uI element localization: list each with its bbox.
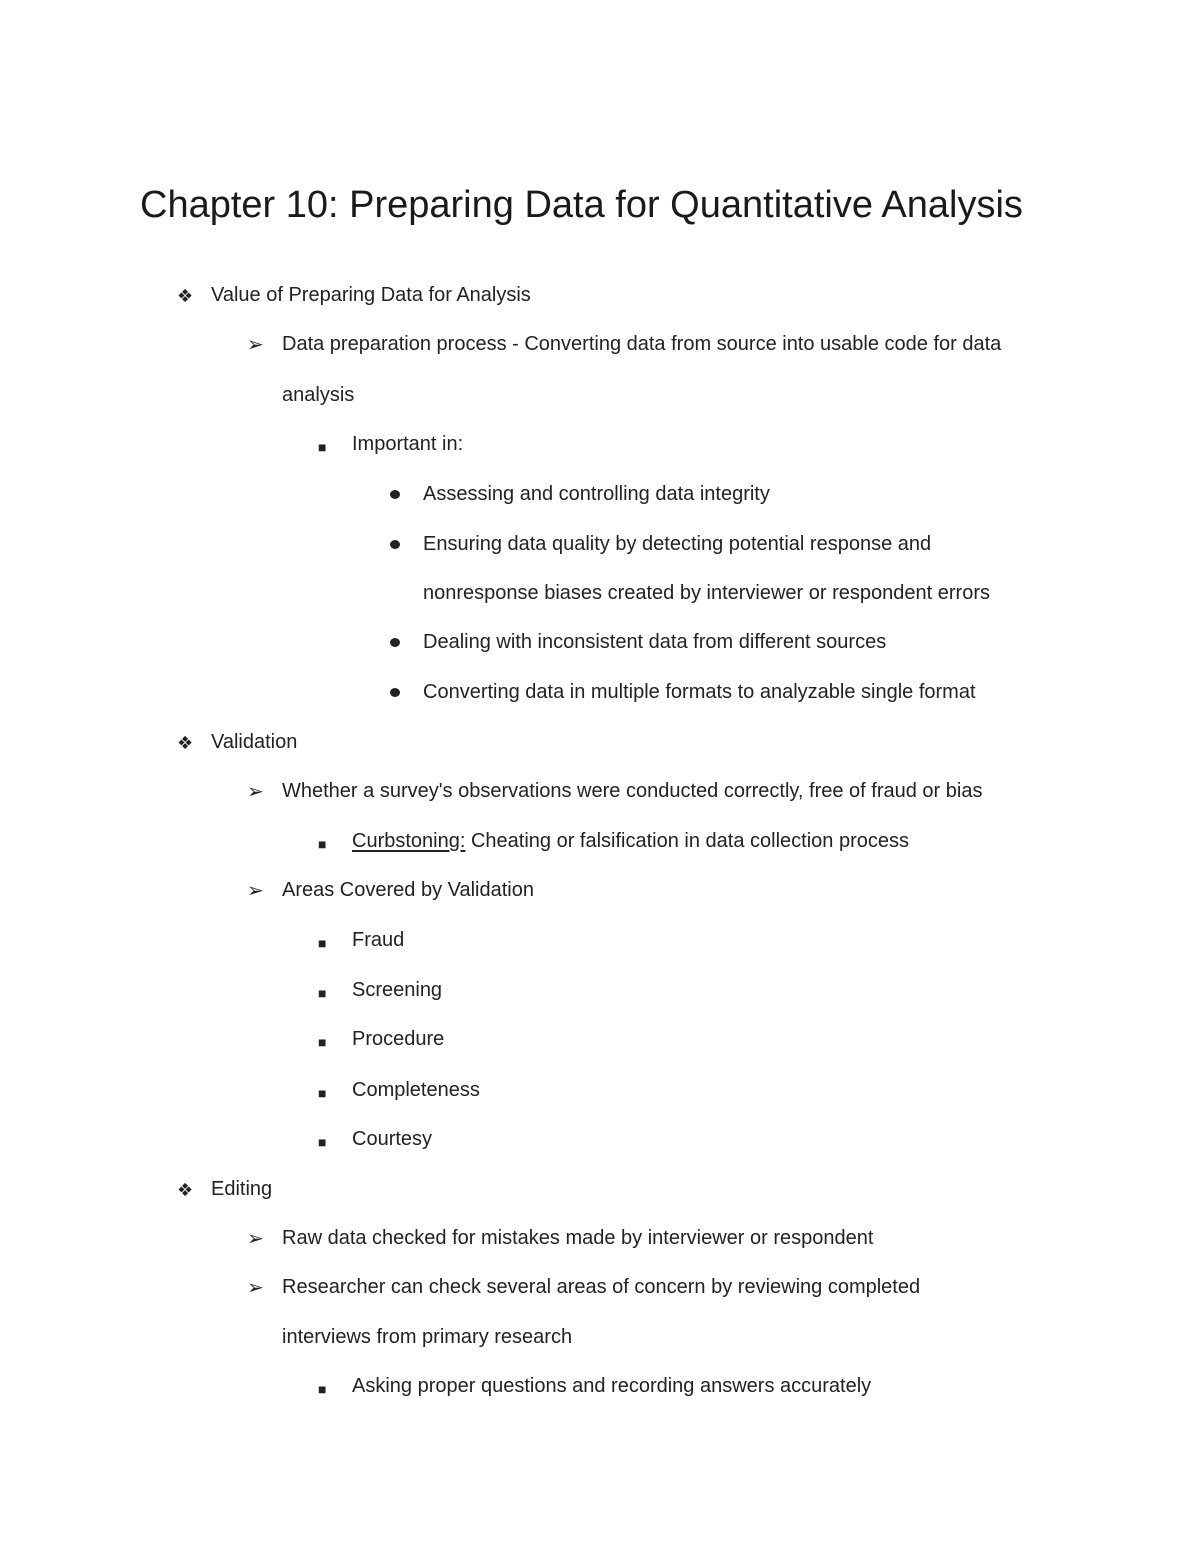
curbstoning-definition: Cheating or falsification in data collection process — [465, 830, 909, 852]
list-item: Data preparation process - Converting data from source into usable code for data — [282, 333, 1002, 355]
list-item: Areas Covered by Validation — [282, 879, 534, 901]
square-bullet-icon: ■ — [318, 1134, 327, 1150]
list-item-continuation: nonresponse biases created by interviewer or respondent errors — [423, 582, 990, 604]
list-item: Assessing and controlling data integrity — [423, 483, 770, 505]
curbstoning-term: Curbstoning: — [352, 830, 466, 852]
square-bullet-icon: ■ — [318, 1381, 327, 1397]
square-bullet-icon: ■ — [318, 985, 327, 1001]
dot-bullet-icon — [390, 482, 400, 492]
square-bullet-icon: ■ — [318, 935, 327, 951]
section-heading-editing: Editing — [211, 1178, 273, 1200]
list-item: Completeness — [352, 1079, 480, 1101]
diamond-bullet-icon: ❖ — [177, 733, 194, 753]
list-item: Converting data in multiple formats to analyzable single format — [423, 681, 976, 703]
square-bullet-icon: ■ — [318, 1034, 327, 1050]
arrow-bullet-icon: ➢ — [247, 334, 264, 356]
list-item: Ensuring data quality by detecting potential response and — [423, 533, 932, 555]
diamond-bullet-icon: ❖ — [177, 1180, 194, 1200]
square-bullet-icon: ■ — [318, 836, 327, 852]
list-item: Procedure — [352, 1028, 445, 1050]
list-item: Important in: — [352, 433, 464, 455]
arrow-bullet-icon: ➢ — [247, 1277, 264, 1299]
list-item: Whether a survey's observations were conducted correctly, free of fraud or bias — [282, 780, 983, 802]
arrow-bullet-icon: ➢ — [247, 1228, 264, 1250]
list-item-continuation: analysis — [282, 384, 355, 406]
list-item: Courtesy — [352, 1128, 433, 1150]
list-item: Researcher can check several areas of concern by reviewing completed — [282, 1276, 921, 1298]
section-heading-value: Value of Preparing Data for Analysis — [211, 284, 531, 306]
square-bullet-icon: ■ — [318, 439, 327, 455]
arrow-bullet-icon: ➢ — [247, 781, 264, 803]
list-item: Fraud — [352, 929, 405, 951]
list-item: Raw data checked for mistakes made by interviewer or respondent — [282, 1227, 874, 1249]
page-title: Chapter 10: Preparing Data for Quantitative Analysis — [140, 184, 1023, 226]
section-heading-validation: Validation — [211, 731, 298, 753]
dot-bullet-icon — [390, 630, 400, 640]
dot-bullet-icon — [390, 680, 400, 690]
list-item: Dealing with inconsistent data from different sources — [423, 631, 887, 653]
list-item: Screening — [352, 979, 443, 1001]
list-item — [352, 828, 909, 854]
dot-bullet-icon — [390, 532, 400, 542]
list-item: Asking proper questions and recording answers accurately — [352, 1375, 872, 1397]
list-item-continuation: interviews from primary research — [282, 1326, 573, 1348]
diamond-bullet-icon: ❖ — [177, 286, 194, 306]
square-bullet-icon: ■ — [318, 1085, 327, 1101]
arrow-bullet-icon: ➢ — [247, 880, 264, 902]
